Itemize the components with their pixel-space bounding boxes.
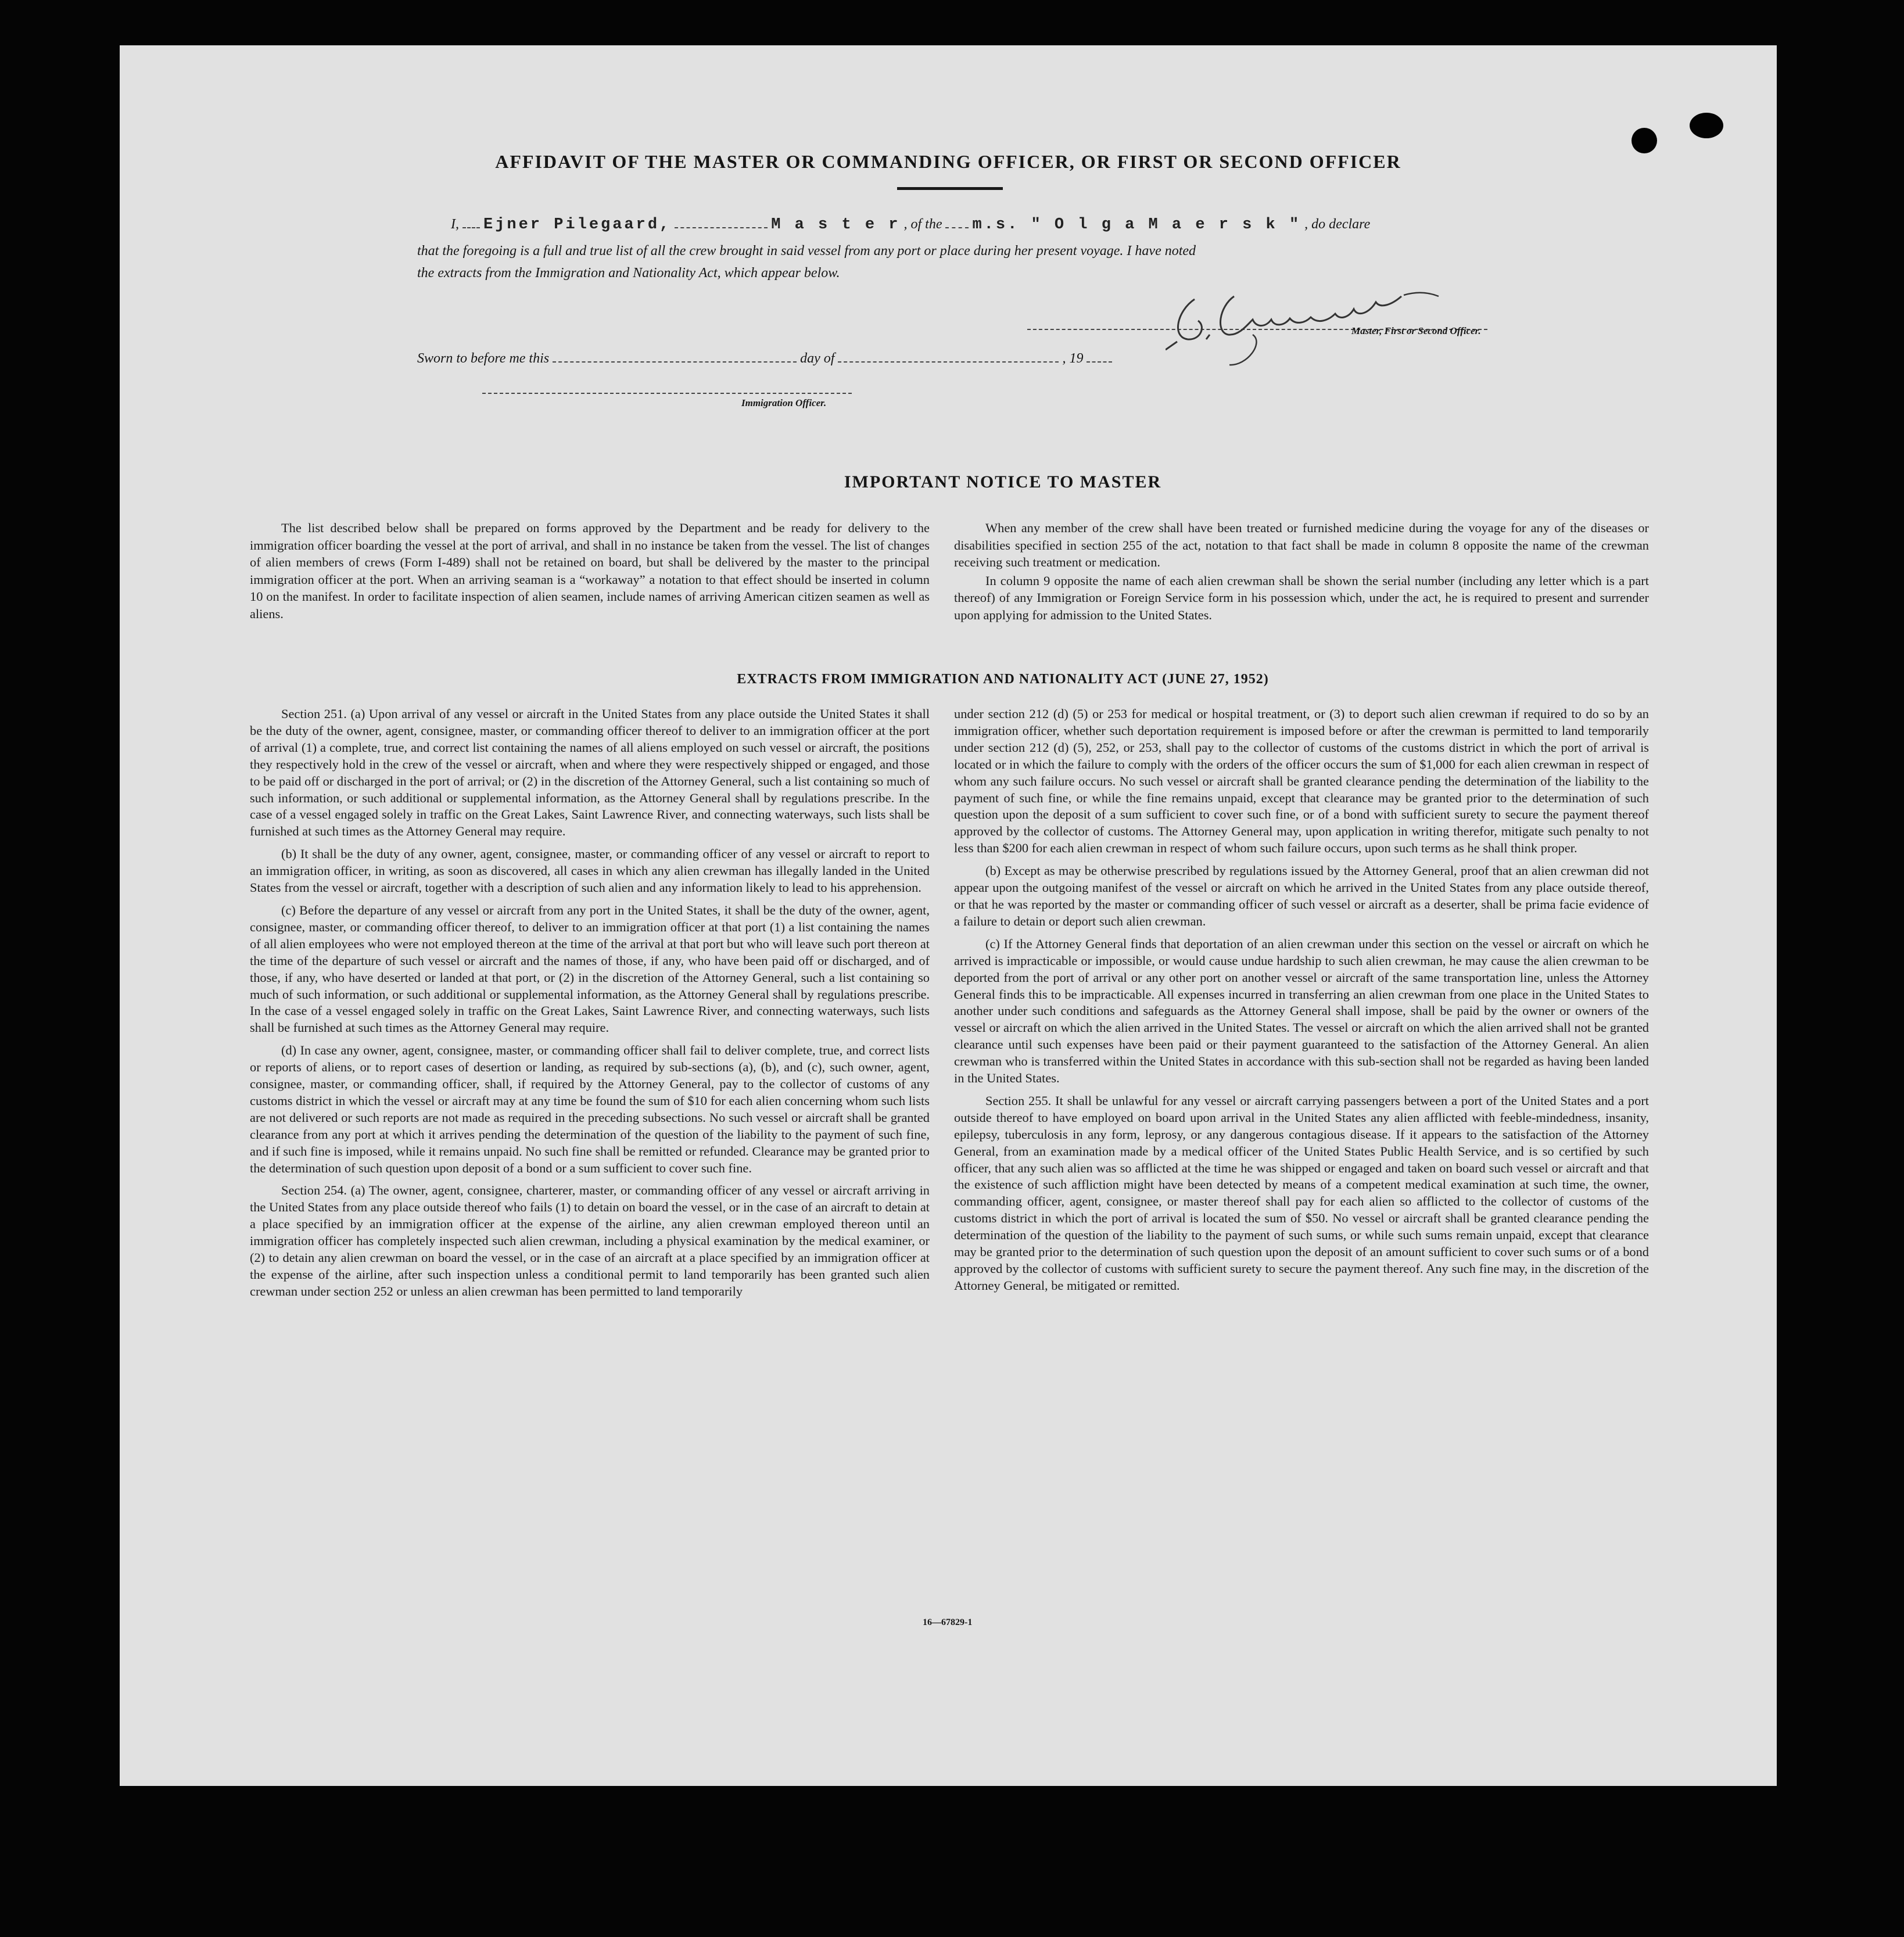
extracts-right-column: [954, 706, 1649, 1300]
declare-label: , do declare: [1304, 217, 1371, 232]
master-signature-caption: Master, First or Second Officer.: [1351, 325, 1481, 336]
declaration-line-3: the extracts from the Immigration and Nationality Act, which appear below.: [417, 266, 840, 281]
of-the-label: , of the: [903, 217, 942, 232]
extracts-left-column: [250, 706, 930, 1306]
extracts-title: EXTRACTS FROM IMMIGRATION AND NATIONALITY ACT (JUNE 27, 1952): [737, 672, 1269, 687]
notice-right-column: [954, 519, 1649, 629]
section-255: Section 255. It shall be unlawful for any vessel or aircraft carrying passengers between a port of the United States and a port outside thereof to have employed on board upon arrival in the United States any alien afflicted with feeble-mindedness, insanity, epilepsy, tuberculosis in any form, leprosy, or any dangerous contagious disease. If it appears to the satisfaction of the Attorney General, from an examination made by a medical officer of the United States Public Health Service, and is so certified by such officer, that any such alien was so afflicted at the time he was shipped or engaged and taken on board such vessel or aircraft and that the existence of such affliction might have been detected by means of a competent medical examination at such time, the owner, commanding officer, agent, consignee, or master thereof shall pay for each alien so afflicted to the collector of customs of the customs district in which the port of arrival is located the sum of $50. No vessel or aircraft shall be granted clearance pending the determination of the question of the liability to the payment of such sums, or while such sums remain unpaid, except that clearance may be granted prior to the determination of such question upon the deposit of an amount sufficient to cover such sums or of a bond approved by the collector of customs with sufficient surety to secure the payment thereof. Any such fine may, in the discretion of the Attorney General, be mitigated or remitted.: [954, 1093, 1649, 1293]
i-label: I,: [451, 217, 459, 232]
form-number: 16—67829-1: [923, 1617, 973, 1627]
section-254-b: (b) Except as may be otherwise prescribed by regulations issued by the Attorney General, proof that an alien crewman did not appear upon the outgoing manifest of the vessel or aircraft on which he arrived in the United States from any place outside thereof, or that he was reported by the master or commanding officer of such vessel or aircraft as a deserter, shall be prima facie evidence of a failure to detain or deport such alien crewman.: [954, 863, 1649, 928]
title-rule: [897, 187, 1003, 190]
declaration-line-1: [451, 216, 1370, 234]
notice-left-column: [250, 519, 930, 628]
master-name: Ejner Pilegaard,: [483, 216, 672, 234]
master-rank: M a s t e r: [771, 216, 901, 234]
section-254-a-continued: under section 212 (d) (5) or 253 for medical or hospital treatment, or (3) to deport such alien crewman if required to do so by an immigration officer, whether such deportation requirement is imposed before or after the crewman is permitted to land temporarily under section 212 (d) (5), 252, or 253, shall pay to the collector of customs of the customs district in which the port of arrival is located or in which the failure to comply with the orders of the officer occurs the sum of $1,000 for each alien crewman in respect of whom any such failure occurs. No such vessel or aircraft shall be granted clearance pending the determination of the liability to the payment of such fine, or while the fine remains unpaid, except that clearance may be granted prior to the determination of such question upon the deposit of a sum sufficient to cover such fine, or of a bond with sufficient surety to secure the payment thereof approved by the collector of customs. The Attorney General may, upon application in writing therefor, mitigate such penalty to not less than $200 for each alien crewman in respect of whom such failure occurs, upon such terms as he shall think proper.: [954, 706, 1649, 856]
notice-left-paragraph: The list described below shall be prepared on forms approved by the Department and be ready for delivery to the immigration officer boarding the vessel at the port of arrival, and shall in no instance be taken from the vessel. The list of changes of alien members of crews (Form I-489) shall not be retained on board, but shall be delivered by the master to the principal immigration officer at the port. When an arriving seaman is a “workaway” a notation to that effect should be inserted in column 10 on the manifest. In order to facilitate inspection of alien seamen, include names of arriving American citizen seamen as well as aliens.: [250, 521, 930, 621]
sworn-label: Sworn to before me this: [417, 351, 550, 366]
section-251-c: (c) Before the departure of any vessel or aircraft from any port in the United States, it shall be the duty of the owner, agent, consignee, master, or commanding officer thereof, to deliver to an immigration officer at that port (1) a list containing the names of all alien employees who were not employed thereon at the time of the arrival at that port but who will leave such port thereon at the time of the departure of such vessel or aircraft and the names of those, if any, who have been paid off or discharged, and of those, if any, who have deserted or landed at that port, or (2) in the discretion of the Attorney General, such a list containing so much of such information, or such additional or supplemental information, as the Attorney General shall by regulations prescribe. In the case of a vessel engaged solely in traffic on the Great Lakes, Saint Lawrence River, and connecting waterways, such lists shall be furnished at such times as the Attorney General may require.: [250, 902, 930, 1035]
year-label: , 19: [1062, 351, 1084, 366]
notice-right-paragraph-2: In column 9 opposite the name of each alien crewman shall be shown the serial number (including any letter which is a part thereof) of any Immigration or Foreign Service form in his possession which, under the act, he is required to present and surrender upon applying for admission to the United States.: [954, 573, 1649, 622]
officer-signature-caption: Immigration Officer.: [741, 397, 827, 408]
section-254-a: Section 254. (a) The owner, agent, consignee, charterer, master, or commanding officer of any vessel or aircraft arriving in the United States from any place outside thereof who fails (1) to detain on board the vessel, or in the case of an aircraft to detain at a place specified by an immigration officer at the expense of the airline, any alien crewman employed thereon until an immigration officer has completely inspected such alien crewman, including a physical examination by the medical examiner, or (2) to detain any alien crewman on board the vessel, or in the case of an aircraft at a place specified by an immigration officer at the expense of the airline, after such inspection unless a conditional permit to land temporarily has been granted such alien crewman under section 252 or unless an alien crewman has been permitted to land temporarily: [250, 1183, 930, 1298]
sworn-line: [417, 351, 1112, 367]
vessel-name: m.s. " O l g a M a e r s k ": [972, 216, 1301, 234]
section-251-a: Section 251. (a) Upon arrival of any vessel or aircraft in the United States from any place outside the United States it shall be the duty of the owner, agent, consignee, master, or commanding officer thereof to deliver to an immigration officer at the port of arrival (1) a complete, true, and correct list containing the names of all aliens employed on such vessel or aircraft, the positions they respectively hold in the crew of the vessel or aircraft, when and where they were respectively shipped or engaged, and those to be paid off or discharged in the port of arrival; or (2) in the discretion of the Attorney General, such a list containing so much of such information, or such additional or supplemental information, as the Attorney General shall by regulations prescribe. In the case of a vessel engaged solely in traffic on the Great Lakes, Saint Lawrence River, and connecting waterways, such lists shall be furnished at such times as the Attorney General may require.: [250, 706, 930, 839]
punch-hole-left: [1632, 128, 1657, 153]
day-of-label: day of: [800, 351, 835, 366]
document-page: [120, 45, 1777, 1786]
section-254-c: (c) If the Attorney General finds that deportation of an alien crewman under this section on the vessel or aircraft on which he arrived is impracticable or impossible, or would cause undue hardship to such alien crewman, he may cause the alien crewman to be deported from the port of arrival or any other port on another vessel or aircraft of the same transportation line, unless the Attorney General finds this to be impracticable. All expenses incurred in transferring an alien crewman from one place in the United States to another under such conditions and safeguards as the Attorney General shall impose, shall be paid by the owner or owners of the vessel or aircraft on which the alien arrived in the United States. The vessel or aircraft on which the alien arrived shall not be granted clearance until such expenses have been paid or their payment guaranteed to the satisfaction of the Attorney General. An alien crewman who is transferred within the United States in accordance with this sub-section shall not be regarded as having been landed in the United States.: [954, 936, 1649, 1086]
notice-right-paragraph-1: When any member of the crew shall have been treated or furnished medicine during the voyage for any of the diseases or disabilities specified in section 255 of the act, notation to that fact shall be made in column 8 opposite the name of the crewman receiving such treatment or medication.: [954, 521, 1649, 569]
notice-title: IMPORTANT NOTICE TO MASTER: [844, 472, 1162, 492]
master-signature: [1166, 279, 1444, 366]
punch-hole-right: [1690, 113, 1723, 138]
section-251-d: (d) In case any owner, agent, consignee, master, or commanding officer shall fail to deliver complete, true, and correct lists or reports of aliens, or to report cases of desertion or landing, as required by sub-sections (a), (b), and (c), such owner, agent, consignee, master, or commanding officer, shall, if required by the Attorney General, pay to the collector of customs of any customs district in which the vessel or aircraft may at any time be found the sum of $10 for each alien concerning whom such lists are not delivered or such reports are not made as required in the preceding subsections. No such vessel or aircraft shall be granted clearance from any port at which it arrives pending the determination of the question of the liability to the payment of such fine, and if such fine is imposed, while it remains unpaid. No such fine shall be remitted or refunded. Clearance may be granted prior to the determination of such question upon deposit of a bond or a sum sufficient to cover such fine.: [250, 1043, 930, 1175]
affidavit-title: AFFIDAVIT OF THE MASTER OR COMMANDING OFFICER, OR FIRST OR SECOND OFFICER: [495, 151, 1401, 172]
officer-signature-line: [482, 382, 852, 394]
section-251-b: (b) It shall be the duty of any owner, agent, consignee, master, or commanding officer of any vessel or aircraft to report to an immigration officer, in writing, as soon as discovered, all cases in which any alien crewman has illegally landed in the United States from the vessel or aircraft, together with a description of such alien and any information likely to lead to his apprehension.: [250, 846, 930, 895]
declaration-line-2: that the foregoing is a full and true list of all the crew brought in said vessel from any port or place during her present voyage. I have noted: [417, 243, 1196, 259]
